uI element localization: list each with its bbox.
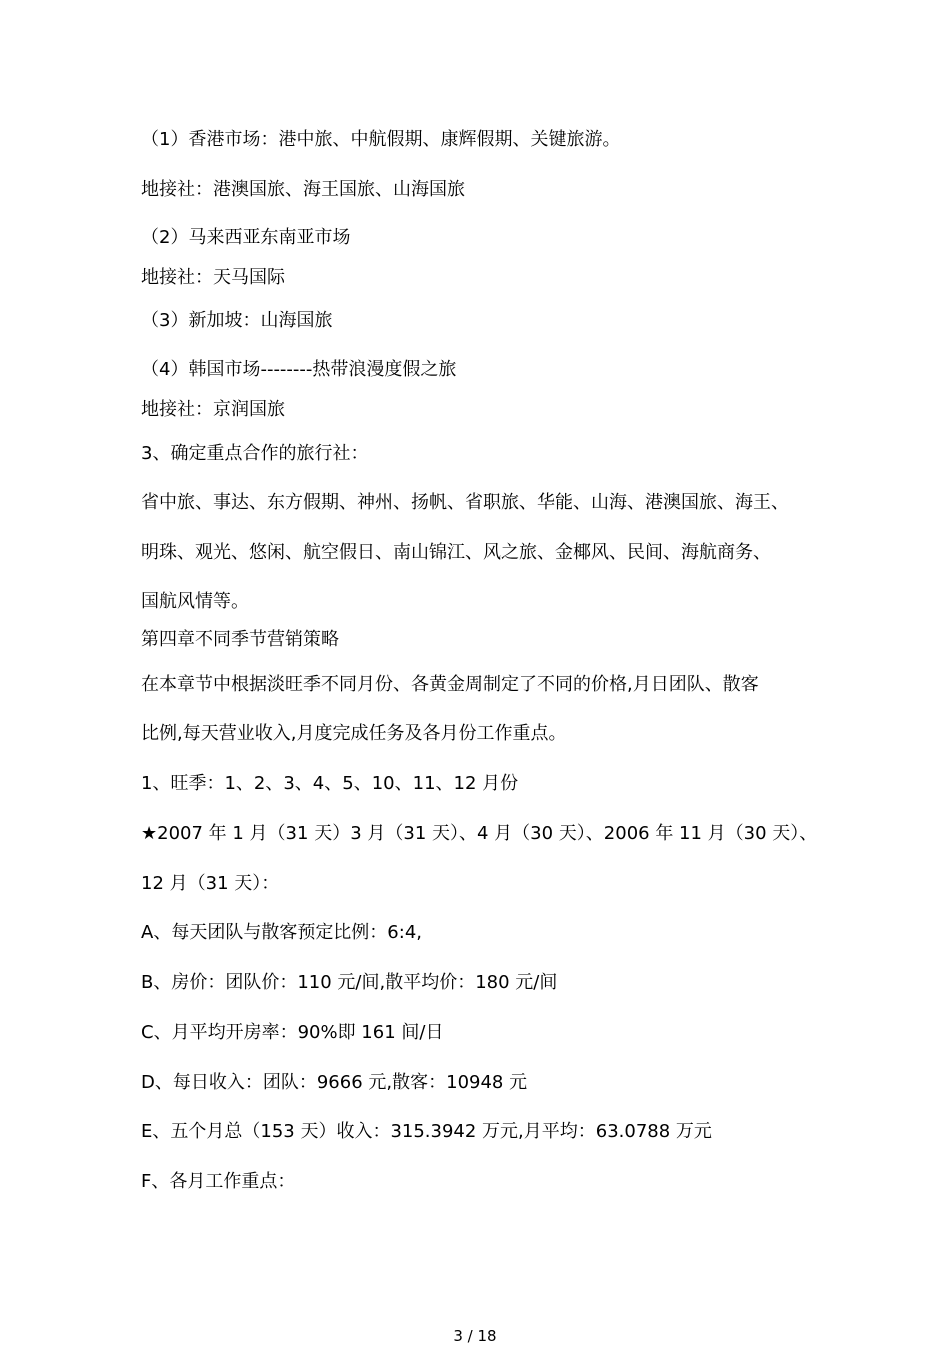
text-line-chapter-intro-2: 比例,每天营业收入,月度完成任务及各月份工作重点。 xyxy=(141,723,567,744)
text-line-hk-ground-agency: 地接社：港澳国旅、海王国旅、山海国旅 xyxy=(141,179,465,200)
text-line-malaysia-market: （2）马来西亚东南亚市场 xyxy=(141,227,351,248)
text-line-agencies-3: 国航风情等。 xyxy=(141,591,249,612)
text-line-chapter-intro-1: 在本章节中根据淡旺季不同月份、各黄金周制定了不同的价格,月日团队、散客 xyxy=(141,674,759,695)
text-line-item-f: F、各月工作重点： xyxy=(141,1171,296,1192)
text-line-korea-market: （4）韩国市场--------热带浪漫度假之旅 xyxy=(141,359,457,380)
chapter-heading: 第四章不同季节营销策略 xyxy=(141,629,339,650)
text-line-malaysia-ground-agency: 地接社：天马国际 xyxy=(141,267,285,288)
text-line-item-e: E、五个月总（153 天）收入：315.3942 万元,月平均：63.0788 万元 xyxy=(141,1121,712,1142)
text-line-item-b: B、房价：团队价：110 元/间,散平均价：180 元/间 xyxy=(141,972,558,993)
text-line-item-d: D、每日收入：团队：9666 元,散客：10948 元 xyxy=(141,1072,528,1093)
text-line-hk-market: （1）香港市场：港中旅、中航假期、康辉假期、关键旅游。 xyxy=(141,129,621,150)
text-line-item-a: A、每天团队与散客预定比例：6:4, xyxy=(141,922,423,943)
text-line-months-1: ★2007 年 1 月（31 天）3 月（31 天）、4 月（30 天）、2006 年 11 月（30 天）、 xyxy=(141,823,818,844)
text-line-korea-ground-agency: 地接社：京润国旅 xyxy=(141,399,285,420)
text-line-key-agencies-heading: 3、确定重点合作的旅行社： xyxy=(141,443,369,464)
page-number: 3 / 18 xyxy=(453,1327,497,1345)
text-line-agencies-2: 明珠、观光、悠闲、航空假日、南山锦江、风之旅、金椰风、民间、海航商务、 xyxy=(141,542,771,563)
text-line-item-c: C、月平均开房率：90%即 161 间/日 xyxy=(141,1022,444,1043)
text-line-months-2: 12 月（31 天）： xyxy=(141,873,280,894)
text-line-peak-season: 1、旺季：1、2、3、4、5、10、11、12 月份 xyxy=(141,773,519,794)
text-line-agencies-1: 省中旅、事达、东方假期、神州、扬帆、省职旅、华能、山海、港澳国旅、海王、 xyxy=(141,492,789,513)
text-line-singapore: （3）新加坡：山海国旅 xyxy=(141,310,333,331)
